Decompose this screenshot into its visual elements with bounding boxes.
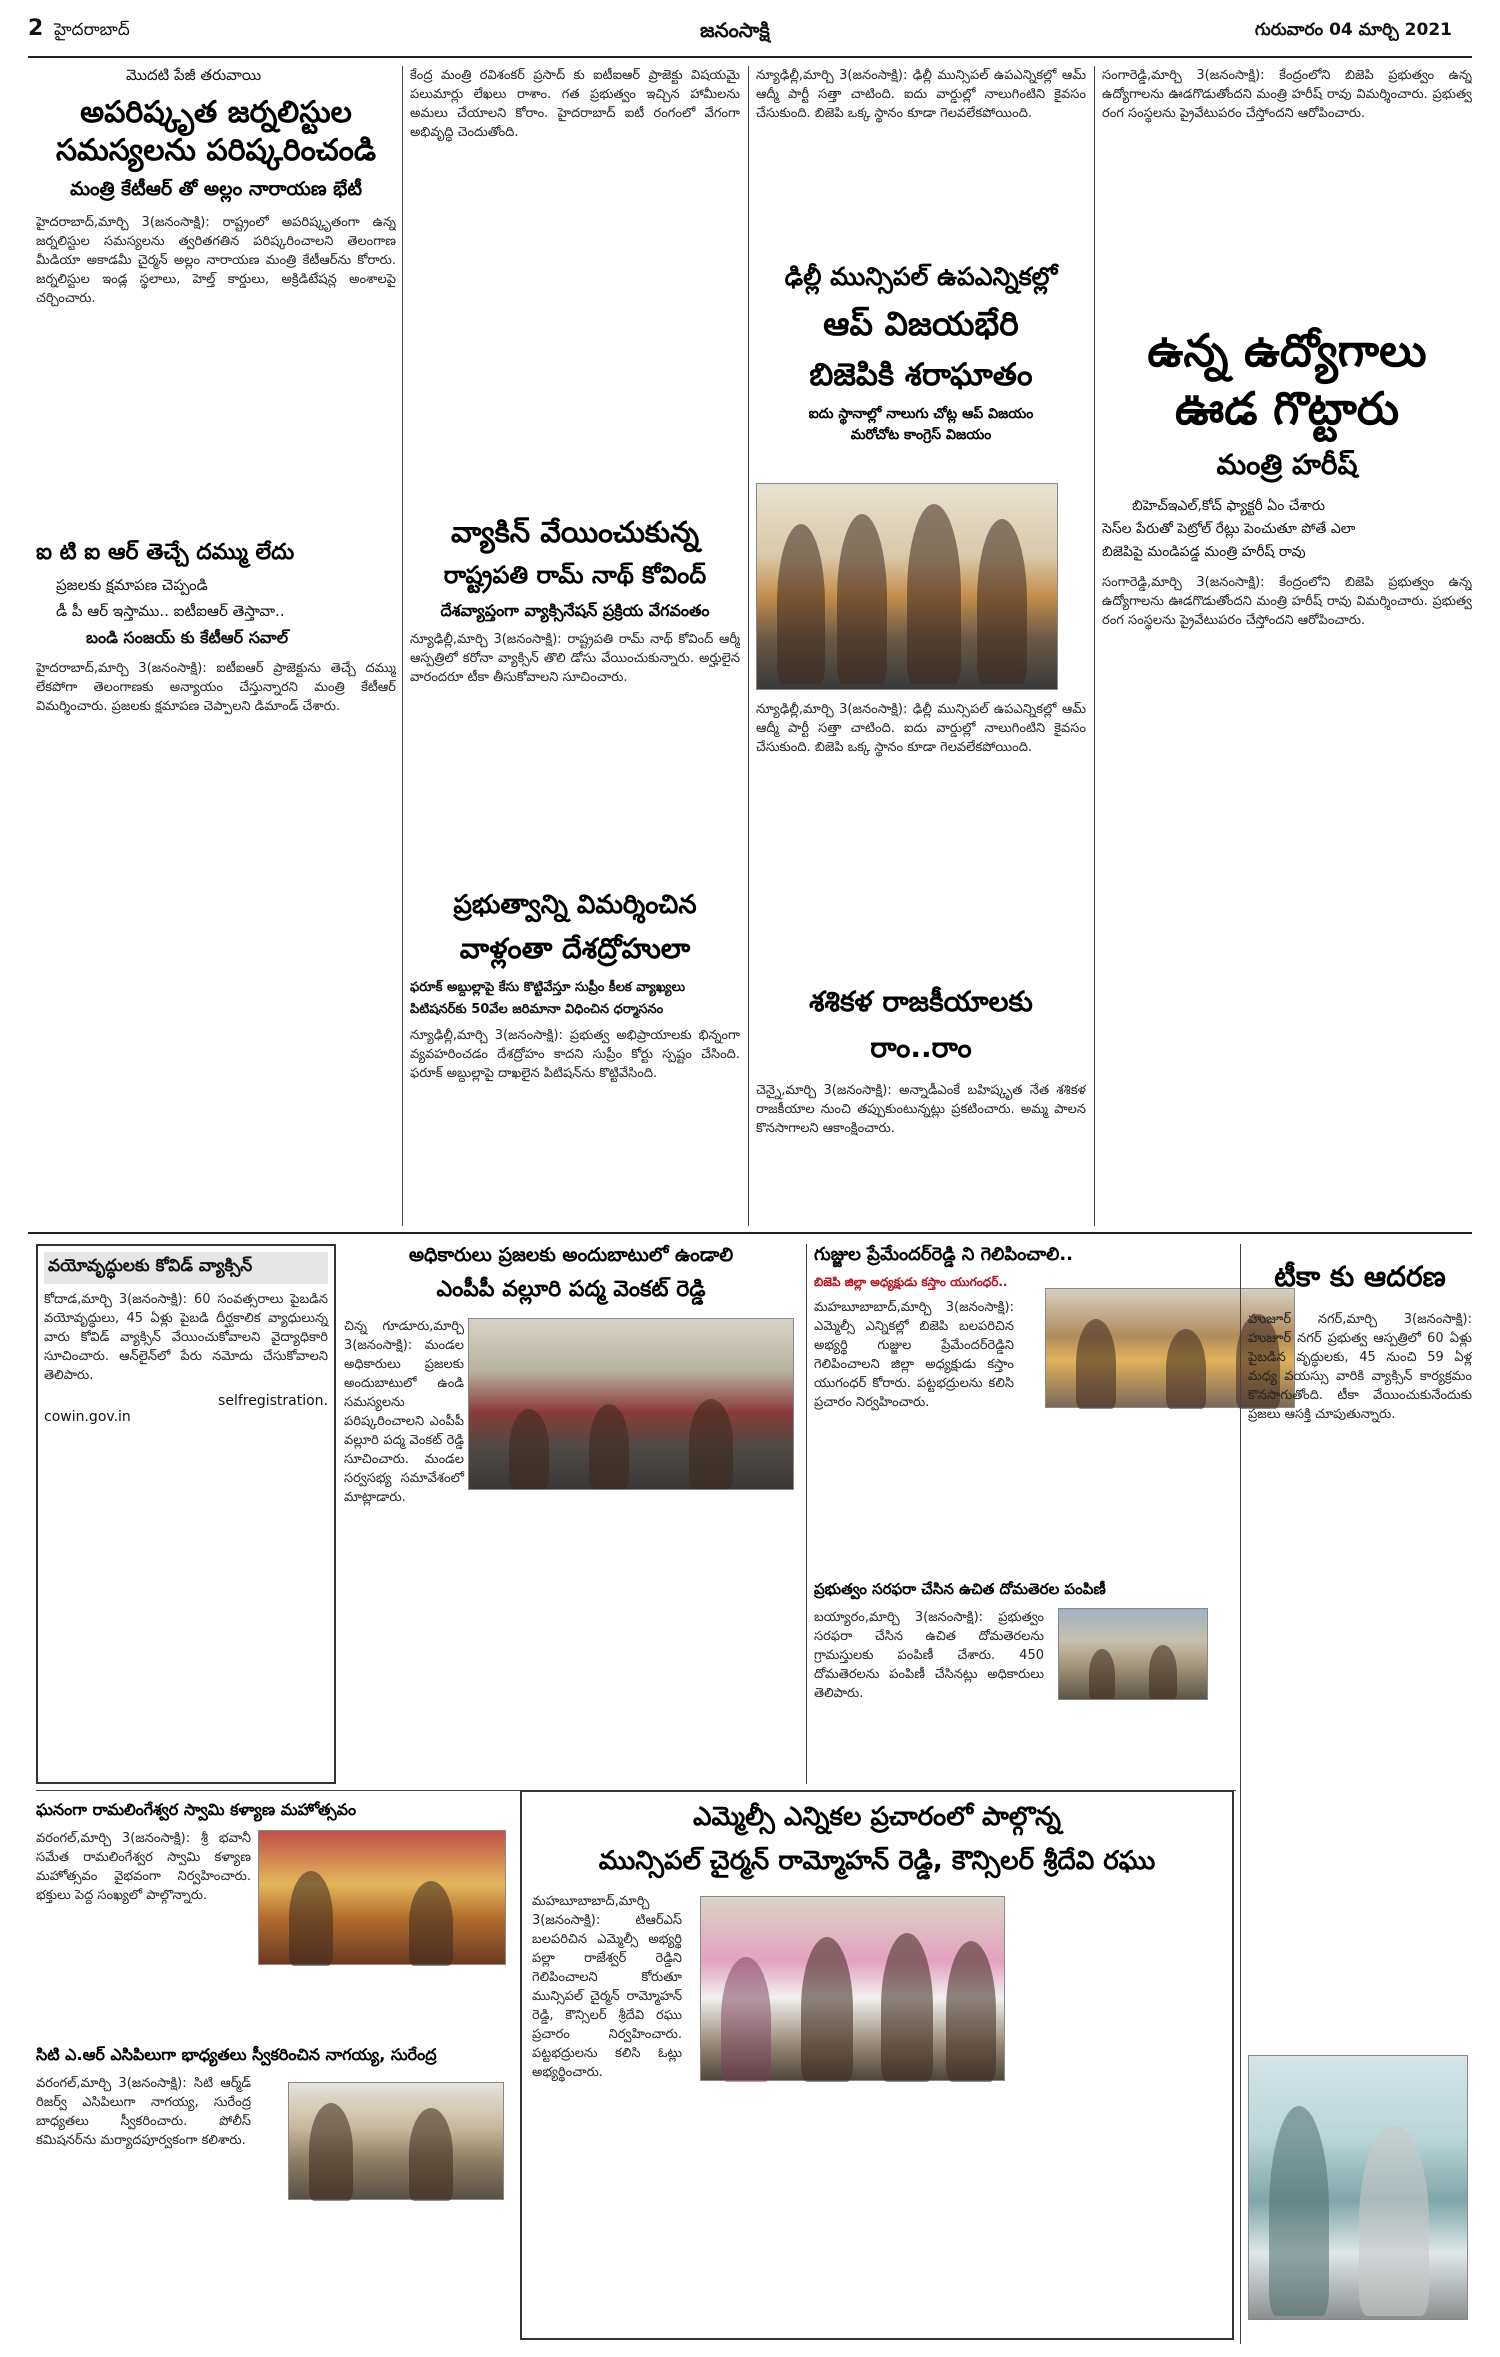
headline-2: మున్సిపల్‌ చైర్మన్‌ రామ్మోహన్‌ రెడ్డి, కౌన్సిలర్‌ శ్రీదేవి రఘు	[598, 1846, 1156, 1876]
subhead-3: బండి సంజయ్‌ కు కేటీఆర్‌ సవాల్‌	[86, 628, 289, 647]
subhead-2: డీ పీ ఆర్‌ ఇస్తాము.. ఐటీఐఆర్‌ తెస్తావా..	[56, 602, 285, 620]
subhead-2: పిటిషనర్‌కు 50వేల జరిమానా విధించిన ధర్మాసనం	[410, 1002, 664, 1017]
article-body: కేంద్ర మంత్రి రవిశంకర్‌ ప్రసాద్‌ కు ఐటీఐఆర్‌ ప్రాజెక్టు విషయమై పలుమార్లు లేఖలు రాశాం. గత ప్రభుత్వం ఇచ్చిన హామీలను అమలు చేయాలని కోరాం. హైదరాబాద్‌ ఐటీ రంగంలో వేగంగా అభివృద్ధి చెందుతోంది.	[410, 68, 740, 140]
article-harish	[1102, 322, 1472, 1230]
article-middle-column	[410, 66, 740, 506]
issue-date: గురువారం 04 మార్చి 2021	[1254, 20, 1452, 40]
subhead-1: ఫరూక్‌ అబ్దుల్లాపై కేసు కొట్టివేస్తూ సుప్రీం కీలక వ్యాఖ్యలు	[410, 980, 686, 995]
headline: ఎమ్మెల్సీ ఎన్నికల ప్రచారంలో పాల్గొన్న	[693, 1802, 1061, 1832]
article-delhi-body	[756, 700, 1086, 980]
column-divider	[748, 66, 749, 1226]
article-body: న్యూఢిల్లీ,మార్చి 3(జనంసాక్షి): ఢిల్లీ మున్సిపల్‌ ఉపఎన్నికల్లో ఆమ్‌ ఆద్మీ పార్టీ సత్తా చాటింది. ఐదు వార్డుల్లో నాలుగింటిని కైవసం చేసుకుంది. బిజెపి ఒక్క స్థానం కూడా గెలవలేకపోయింది.	[756, 68, 1086, 121]
section-divider	[28, 1232, 1472, 1234]
article-tika	[1248, 1244, 1472, 2044]
article-itir	[36, 540, 396, 1230]
headline: శశికళ రాజకీయాలకు	[809, 985, 1033, 1018]
mpp-meeting-photo	[468, 1318, 794, 1490]
headline: సిటి ఎ.ఆర్‌ ఎసిపిలుగా భాధ్యతలు స్వీకరించిన నాగయ్య, సురేంద్ర	[36, 2045, 437, 2064]
article-sasikala	[756, 985, 1086, 1230]
registration-link-2: cowin.gov.in	[44, 1409, 131, 1425]
headline-3: బిజెపికి శరాఘాతం	[809, 357, 1033, 393]
subhead: మంత్రి హరీష్‌	[1216, 448, 1358, 481]
subhead: దేశవ్యాప్తంగా వ్యాక్సినేషన్‌ ప్రక్రియ వేగవంతం	[440, 601, 710, 620]
headline-2: రాం..రాం	[870, 1031, 972, 1064]
subhead-2: మరోచోట కాంగ్రెస్‌ విజయం	[850, 427, 992, 443]
headline: ఢిల్లీ మున్సిపల్‌ ఉపఎన్నికల్లో	[784, 262, 1058, 291]
article-body: హైదరాబాద్‌,మార్చి 3(జనంసాక్షి): రాష్ట్రంలో అపరిష్కృతంగా ఉన్న జర్నలిస్టుల సమస్యలను త్వరితగతిన పరిష్కరించాలని తెలంగాణ మీడియా అకాడమీ చైర్మన్‌ అల్లం నారాయణ మంత్రి కేటీఆర్‌ను కోరారు. జర్నలిస్టుల ఇండ్ల స్థలాలు, హెల్త్‌ కార్డులు, అక్రిడిటేషన్ల అంశాలపై చర్చించారు.	[36, 215, 396, 306]
aap-celebration-photo	[756, 483, 1058, 690]
column-divider	[1094, 66, 1095, 1226]
subhead: ఐదు స్థానాల్లో నాలుగు చోట్ల ఆప్‌ విజయం	[808, 406, 1034, 422]
article-delhi-byelection	[756, 262, 1086, 512]
article-body: సంగారెడ్డి,మార్చి 3(జనంసాక్షి): కేంద్రంలోని బిజెపి ప్రభుత్వం ఉన్న ఉద్యోగాలను ఊడగొడుతోందని మంత్రి హరీష్‌ రావు విమర్శించారు. ప్రభుత్వ రంగ సంస్థలను ప్రైవేటుపరం చేస్తోందని ఆరోపించారు.	[1102, 575, 1472, 628]
page-number: 2	[28, 16, 44, 41]
article-body: హైదరాబాద్‌,మార్చి 3(జనంసాక్షి): ఐటీఐఆర్‌ ప్రాజెక్టును తెచ్చే దమ్ము లేకపోగా తెలంగాణకు అన్యాయం చేస్తున్నారని మంత్రి కేటీఆర్‌ విమర్శించారు. ప్రజలకు క్షమాపణ చెప్పాలని డిమాండ్‌ చేశారు.	[36, 661, 396, 714]
masthead	[28, 14, 1472, 52]
headline: ప్రభుత్వం సరఫరా చేసిన ఉచిత దోమతెరల పంపిణీ	[814, 1580, 1106, 1598]
article-body: న్యూఢిల్లీ,మార్చి 3(జనంసాక్షి): రాష్ట్రపతి రామ్‌ నాథ్‌ కోవింద్‌ ఆర్మీ ఆస్పత్రిలో కరోనా వ్యాక్సిన్‌ తొలి డోసు వేయించుకున్నారు. అర్హులైన వారందరూ టీకా తీసుకోవాలని సూచించారు.	[410, 632, 740, 685]
temple-photo	[258, 1830, 506, 1965]
headline-2: ఎంపీపీ వల్లూరి పద్మ వెంకట్‌ రెడ్డి	[436, 1277, 706, 1302]
kicker-2: సెస్‌ల పేరుతో పెట్రోల్‌ రేట్లు పెంచుతూ పోతే ఎలా	[1102, 521, 1356, 537]
continuation-label: మొదటి పేజీ తరువాయి	[126, 66, 262, 84]
column-divider	[1240, 1244, 1241, 2344]
headline-2: వాళ్లంతా దేశద్రోహులా	[459, 932, 691, 965]
article-body: చెన్నై,మార్చి 3(జనంసాక్షి): అన్నాడీఎంకే బహిష్కృత నేత శశికళ రాజకీయాల నుంచి తప్పుకుంటున్నట్లు ప్రకటించారు. అమ్మ పాలన కొనసాగాలని ఆకాంక్షించారు.	[756, 1083, 1086, 1136]
headline: ఐ టి ఐ ఆర్‌ తెచ్చే దమ్ము లేదు	[36, 540, 295, 565]
article-body: కోదాడ,మార్చి 3(జనంసాక్షి): 60 సంవత్సరాలు పైబడిన వయోవృద్ధులు, 45 ఏళ్లు పైబడి దీర్ఘకాలిక వ్యాధులున్న వారు కోవిడ్‌ వ్యాక్సిన్‌ వేయించుకోవాలని వైద్యాధికారి సూచించారు. ఆన్‌లైన్‌లో పేరు నమోదు చేసుకోవాలని తెలిపారు.	[44, 1292, 328, 1383]
headline-2: రాష్ట్రపతి రామ్‌ నాథ్‌ కోవింద్‌	[443, 561, 707, 589]
headline: వయోవృద్ధులకు కోవిడ్‌ వ్యాక్సిన్‌	[44, 1252, 328, 1284]
article-body: వరంగల్‌,మార్చి 3(జనంసాక్షి): శ్రీ భవానీ సమేత రామలింగేశ్వర స్వామి కళ్యాణ మహోత్సవం వైభవంగా నిర్వహించారు. భక్తులు పెద్ద సంఖ్యలో పాల్గొన్నారు.	[36, 1831, 251, 1903]
kicker-1: బిహెచ్‌ఇఎల్‌,కోచ్‌ ఫ్యాక్టరీ ఏం చేశారు	[1132, 498, 1325, 514]
article-body: న్యూఢిల్లీ,మార్చి 3(జనంసాక్షి): ఢిల్లీ మున్సిపల్‌ ఉపఎన్నికల్లో ఆమ్‌ ఆద్మీ పార్టీ సత్తా చాటింది. ఐదు వార్డుల్లో నాలుగింటిని కైవసం చేసుకుంది. బిజెపి ఒక్క స్థానం కూడా గెలవలేకపోయింది.	[756, 702, 1086, 755]
acp-photo	[288, 2082, 504, 2200]
article-body: వరంగల్‌,మార్చి 3(జనంసాక్షి): సిటి ఆర్మ్‌డ్‌ రిజర్వ్‌ ఎసిపిలుగా నాగయ్య, సురేంద్ర బాధ్యతలు స్వీకరించారు. పోలీస్‌ కమిషనర్‌ను మర్యాదపూర్వకంగా కలిశారు.	[36, 2076, 251, 2148]
paper-name: జనంసాక్షి	[700, 18, 770, 42]
article-body: హుజూర్‌ నగర్‌,మార్చి 3(జనంసాక్షి): హుజూర్‌ నగర్‌ ప్రభుత్వ ఆస్పత్రిలో 60 ఏళ్లు పైబడిన వృద్ధులకు, 45 నుంచి 59 ఏళ్ల మధ్య వయస్సు వారికి వ్యాక్సిన్‌ కార్యక్రమం కొనసాగుతోంది. టీకా వేయించుకునేందుకు ప్రజలు ఆసక్తి చూపుతున్నారు.	[1248, 1312, 1472, 1422]
subhead: మంత్రి కేటీఆర్‌ తో అల్లం నారాయణ భేటీ	[69, 178, 363, 200]
article-elderly-vaccine	[36, 1244, 336, 1784]
headline: అపరిష్కృత జర్నలిస్టుల సమస్యలను పరిష్కరించండి	[55, 95, 377, 168]
headline: వ్యాకిన్‌ వేయించుకున్న	[450, 515, 700, 549]
headline: అధికారులు ప్రజలకు అందుబాటులో ఉండాలి	[408, 1244, 734, 1266]
headline: టీకా కు ఆదరణ	[1274, 1260, 1446, 1293]
article-body: మహబూబాబాద్‌,మార్చి 3(జనంసాక్షి): టిఆర్‌ఎస్‌ బలపరిచిన ఎమ్మెల్సీ అభ్యర్థి పల్లా రాజేశ్వర్‌ రెడ్డిని గెలిపించాలని కోరుతూ మున్సిపల్‌ చైర్మన్‌ రామ్మోహన్‌ రెడ్డి, కౌన్సిలర్‌ శ్రీదేవి రఘు ప్రచారం నిర్వహించారు. పట్టభద్రులను కలిసి ఓట్లు అభ్యర్థించారు.	[532, 1894, 682, 2080]
headline-2: ఆప్‌ విజయభేరి	[823, 304, 1019, 343]
article-column3-top	[756, 66, 1086, 256]
column-divider	[402, 66, 403, 1226]
kicker-3: బిజెపిపై మండిపడ్డ మంత్రి హరీష్‌ రావు	[1102, 544, 1306, 560]
headline: ఉన్న ఉద్యోగాలు	[1147, 324, 1427, 377]
subhead: బిజెపి జిల్లా అధ్యక్షుడు కస్తాం యుగంధర్‌..	[814, 1275, 1008, 1289]
headline: ఘనంగా రామలింగేశ్వర స్వామి కళ్యాణ మహోత్సవం	[36, 1800, 357, 1819]
masthead-rule	[28, 56, 1472, 58]
mlc-campaign-photo	[700, 1896, 1005, 2081]
article-body: న్యూఢిల్లీ,మార్చి 3(జనంసాక్షి): ప్రభుత్వ అభిప్రాయాలకు భిన్నంగా వ్యవహరించడం దేశద్రోహం కాదని సుప్రీం కోర్టు స్పష్టం చేసింది. ఫరూక్‌ అబ్దుల్లాపై దాఖలైన పిటిషన్‌ను కొట్టివేసింది.	[410, 1028, 740, 1081]
article-body: చిన్న గూడూరు,మార్చి 3(జనంసాక్షి): మండల అధికారులు ప్రజలకు అందుబాటులో ఉండి సమస్యలను పరిష్కరించాలని ఎంపీపీ వల్లూరి పద్మ వెంకట్‌ రెడ్డి సూచించారు. మండల సర్వసభ్య సమావేశంలో మాట్లాడారు.	[344, 1319, 464, 1505]
vaccination-photo	[1248, 2055, 1468, 2320]
headline-2: ఊడ గొట్టారు	[1174, 382, 1400, 435]
headline: గుజ్జుల ప్రేమేందర్‌రెడ్డి ని గెలిపించాలి..	[814, 1244, 1074, 1265]
article-column4-top	[1102, 66, 1472, 316]
edition-label: హైదరాబాద్	[54, 20, 130, 40]
subhead-1: ప్రజలకు క్షమాపణ చెప్పండి	[56, 576, 208, 594]
article-body: బయ్యారం,మార్చి 3(జనంసాక్షి): ప్రభుత్వం సరఫరా చేసిన ఉచిత దోమతెరలను గ్రామస్తులకు పంపిణీ చేశారు. 450 దోమతెరలను పంపిణీ చేసినట్లు అధికారులు తెలిపారు.	[814, 1610, 1044, 1701]
registration-link: selfregistration.	[218, 1393, 328, 1409]
article-kovind	[410, 515, 740, 885]
article-supreme-court	[410, 890, 740, 1230]
article-body: మహబూబాబాద్‌,మార్చి 3(జనంసాక్షి): ఎమ్మెల్సీ ఎన్నికల్లో బిజెపి బలపరిచిన అభ్యర్థి గుజ్జుల ప్రేమేందర్‌రెడ్డిని గెలిపించాలని జిల్లా అధ్యక్షుడు కస్తాం యుగంధర్‌ కోరారు. పట్టభద్రులను కలిసి ప్రచారం నిర్వహించారు.	[814, 1300, 1014, 1410]
column-divider	[806, 1244, 807, 1784]
article-body: సంగారెడ్డి,మార్చి 3(జనంసాక్షి): కేంద్రంలోని బిజెపి ప్రభుత్వం ఉన్న ఉద్యోగాలను ఊడగొడుతోందని మంత్రి హరీష్‌ రావు విమర్శించారు. ప్రభుత్వ రంగ సంస్థలను ప్రైవేటుపరం చేస్తోందని ఆరోపించారు.	[1102, 68, 1472, 121]
article-journalists	[36, 66, 396, 536]
mosquito-net-photo	[1058, 1608, 1208, 1700]
headline: ప్రభుత్వాన్ని విమర్శించిన	[453, 890, 697, 920]
